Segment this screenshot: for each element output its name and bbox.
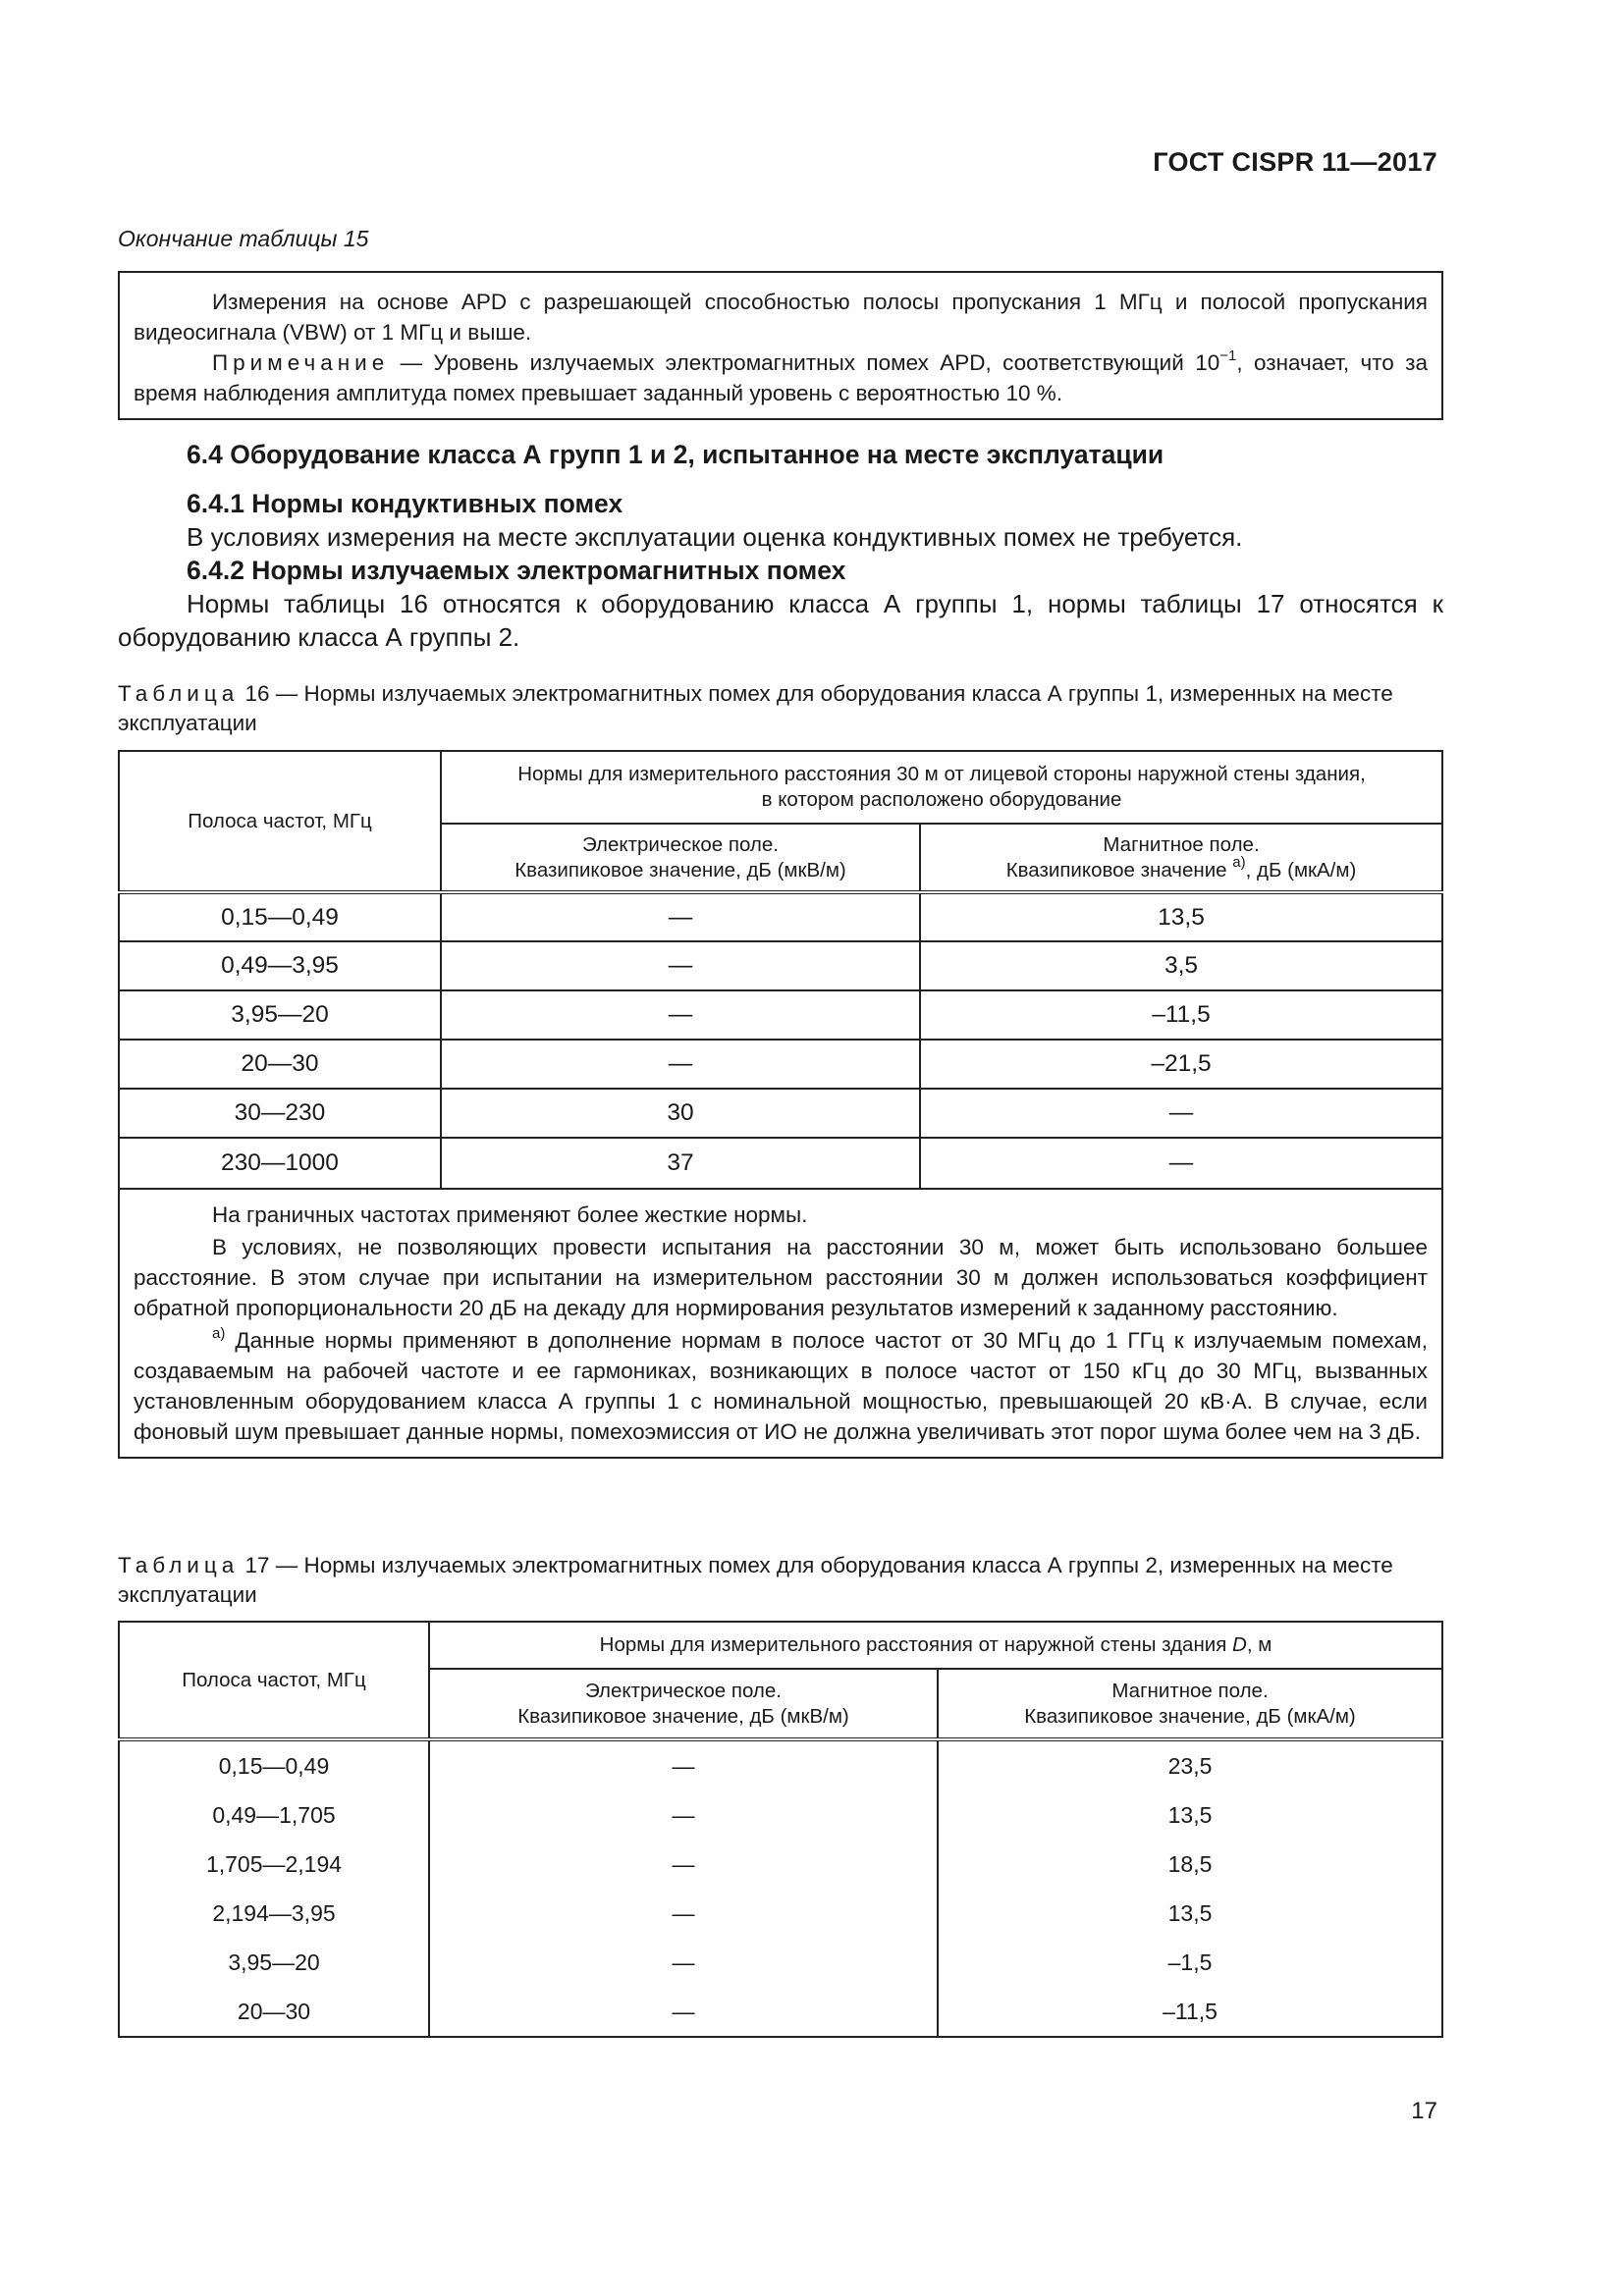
note-text-a: — Уровень излучаемых электромагнитных помех APD, соответствующий 10 xyxy=(389,350,1220,375)
section-6-4-2-text: Нормы таблицы 16 относятся к оборудованию класса А группы 1, нормы таблицы 17 относятся к оборудованию класса А группы 2. xyxy=(118,589,1443,652)
table17-header-group-unit: , м xyxy=(1246,1633,1272,1656)
section-6-4-heading: 6.4 Оборудование класса А групп 1 и 2, испытанное на месте эксплуатации xyxy=(187,440,1164,469)
table16-cell-freq: 3,95—20 xyxy=(119,990,441,1040)
table16-cell-electric: — xyxy=(441,941,920,990)
table-row xyxy=(119,1138,1442,1189)
table16-cell-magnetic: 13,5 xyxy=(920,892,1442,941)
table17-cell-electric: — xyxy=(429,1790,938,1840)
table16-note-1: На граничных частотах применяют более жесткие нормы. xyxy=(212,1202,808,1227)
table16-header-magnetic-line1: Магнитное поле. xyxy=(1103,832,1260,856)
table-row xyxy=(119,1938,1442,1987)
table16-cell-freq: 0,49—3,95 xyxy=(119,941,441,990)
table16-cell-electric: 37 xyxy=(441,1138,920,1189)
table16-cell-electric: — xyxy=(441,892,920,941)
table16-header-electric xyxy=(441,824,920,892)
table17-caption-label: Таблица xyxy=(118,1553,240,1577)
table17-header-electric-line1: Электрическое поле. xyxy=(585,1679,782,1702)
table-row xyxy=(119,1987,1442,2037)
table16-cell-magnetic: — xyxy=(920,1138,1442,1189)
table17-cell-electric: — xyxy=(429,1840,938,1889)
table16-cell-magnetic: 3,5 xyxy=(920,941,1442,990)
table16-cell-freq: 30—230 xyxy=(119,1089,441,1138)
table16-header-footnote-ref: а) xyxy=(1232,853,1246,871)
table16-header-frequency: Полоса частот, МГц xyxy=(119,751,441,892)
section-6-4-1-heading: 6.4.1 Нормы кондуктивных помех xyxy=(187,489,623,518)
apd-measurement-text: Измерения на основе APD с разрешающей способностью полосы пропускания 1 МГц и полосой пропускания видеосигнала (VBW) от 1 МГц и выше. xyxy=(134,290,1428,345)
apd-note xyxy=(134,347,1428,408)
table16-cell-magnetic: — xyxy=(920,1089,1442,1138)
table17-header-magnetic-line2: Квазипиковое значение, дБ (мкА/м) xyxy=(1024,1704,1356,1728)
table16-cell-electric: — xyxy=(441,990,920,1040)
table-row xyxy=(119,1840,1442,1889)
table17-cell-electric: — xyxy=(429,1987,938,2037)
table16-cell-freq: 0,15—0,49 xyxy=(119,892,441,941)
table16-caption-text: 16 — Нормы излучаемых электромагнитных помех для оборудования класса А группы 1, измеренных на месте эксплуатации xyxy=(118,681,1393,735)
table17-caption xyxy=(118,1551,1443,1610)
table16-caption-label: Таблица xyxy=(118,681,240,706)
table16-note-2: В условиях, не позволяющих провести испытания на расстоянии 30 м, может быть использовано большее расстояние. В этом случае при испытании на измерительном расстоянии 30 м должен использоваться коэффициент обратной пропорциональности 20 дБ на декаду для нормирования результатов измерений к заданному расстоянию. xyxy=(134,1235,1428,1320)
table16-caption xyxy=(118,679,1443,738)
table16-footnote-mark: а) xyxy=(212,1324,226,1342)
table17-cell-magnetic: 13,5 xyxy=(938,1790,1442,1840)
section-6-4-1-text: В условиях измерения на месте эксплуатации оценка кондуктивных помех не требуется. xyxy=(187,522,1243,552)
table16-footnote xyxy=(134,1325,1428,1447)
table17-cell-freq: 3,95—20 xyxy=(119,1938,429,1987)
table16-header-magnetic xyxy=(920,824,1442,892)
note-superscript: −1 xyxy=(1219,347,1237,364)
table-row xyxy=(119,1089,1442,1138)
table15-end-box xyxy=(118,271,1443,420)
table-row xyxy=(119,941,1442,990)
table17-cell-freq: 1,705—2,194 xyxy=(119,1840,429,1889)
table17-header-group-d: D xyxy=(1232,1633,1247,1656)
table17-cell-magnetic: –11,5 xyxy=(938,1987,1442,2037)
table17-cell-magnetic: 18,5 xyxy=(938,1840,1442,1889)
table17-header-electric-line2: Квазипиковое значение, дБ (мкВ/м) xyxy=(517,1704,849,1728)
table-row xyxy=(119,990,1442,1040)
table16-cell-magnetic: –11,5 xyxy=(920,990,1442,1040)
table16-cell-electric: 30 xyxy=(441,1089,920,1138)
table17-cell-electric: — xyxy=(429,1889,938,1938)
table17-header-group-text: Нормы для измерительного расстояния от наружной стены здания xyxy=(599,1633,1233,1656)
table17-cell-freq: 2,194—3,95 xyxy=(119,1889,429,1938)
table-row xyxy=(119,892,1442,941)
table17-header-electric xyxy=(429,1669,938,1739)
table16 xyxy=(118,750,1443,1459)
table16-header-group-line2: в котором расположено оборудование xyxy=(761,788,1122,811)
table17-cell-magnetic: 23,5 xyxy=(938,1739,1442,1790)
table17-caption-text: 17 — Нормы излучаемых электромагнитных помех для оборудования класса А группы 2, измеренных на месте эксплуатации xyxy=(118,1553,1393,1607)
table-continuation-label: Окончание таблицы 15 xyxy=(118,226,369,251)
table17-cell-freq: 0,49—1,705 xyxy=(119,1790,429,1840)
table-row xyxy=(119,1739,1442,1790)
table16-notes xyxy=(119,1189,1442,1458)
table16-header-electric-line2: Квазипиковое значение, дБ (мкВ/м) xyxy=(514,858,846,881)
table17-cell-freq: 0,15—0,49 xyxy=(119,1739,429,1790)
table16-header-magnetic-line2a: Квазипиковое значение xyxy=(1005,858,1233,881)
table17 xyxy=(118,1621,1443,2038)
table17-cell-electric: — xyxy=(429,1938,938,1987)
page-number: 17 xyxy=(1411,2098,1437,2124)
table16-footnote-text: Данные нормы применяют в дополнение нормам в полосе частот от 30 МГц до 1 ГГц к излучаемым помехам, создаваемым на рабочей частоте и ее гармониках, возникающих в полосе частот от 150 кГц до 30 МГц, вызванных установленным оборудованием класса А группы 1 с номинальной мощностью, превышающей 20 кВ·А. В случае, если фоновый шум превышает данные нормы, помехоэмиссия от ИО не должна увеличивать этот порог шума более чем на 3 дБ. xyxy=(134,1328,1428,1444)
section-6-4-2-heading: 6.4.2 Нормы излучаемых электромагнитных помех xyxy=(187,556,846,585)
table17-cell-magnetic: 13,5 xyxy=(938,1889,1442,1938)
table17-cell-magnetic: –1,5 xyxy=(938,1938,1442,1987)
table-row xyxy=(119,1790,1442,1840)
table16-header-group-line1: Нормы для измерительного расстояния 30 м от лицевой стороны наружной стены здания, xyxy=(517,763,1366,785)
table16-header-group xyxy=(441,751,1442,824)
table17-cell-freq: 20—30 xyxy=(119,1987,429,2037)
table17-header-magnetic xyxy=(938,1669,1442,1739)
table17-header-group xyxy=(429,1622,1442,1669)
table16-header-magnetic-line2b: , дБ (мкА/м) xyxy=(1245,858,1357,881)
table16-header-electric-line1: Электрическое поле. xyxy=(582,832,779,856)
table-row xyxy=(119,1040,1442,1089)
table16-notes-row xyxy=(119,1189,1442,1458)
table16-cell-magnetic: –21,5 xyxy=(920,1040,1442,1089)
note-label: Примечание xyxy=(212,350,390,375)
table16-cell-freq: 20—30 xyxy=(119,1040,441,1089)
table17-header-magnetic-line1: Магнитное поле. xyxy=(1111,1679,1269,1702)
table17-cell-electric: — xyxy=(429,1739,938,1790)
table16-cell-freq: 230—1000 xyxy=(119,1138,441,1189)
document-standard-header: ГОСТ CISPR 11—2017 xyxy=(1153,147,1437,177)
note-text-b: , означает, что за время наблюдения амплитуда помех превышает заданный уровень с вероятностью 10 %. xyxy=(134,350,1428,405)
table17-header-frequency: Полоса частот, МГц xyxy=(119,1622,429,1739)
table-row xyxy=(119,1889,1442,1938)
table16-cell-electric: — xyxy=(441,1040,920,1089)
